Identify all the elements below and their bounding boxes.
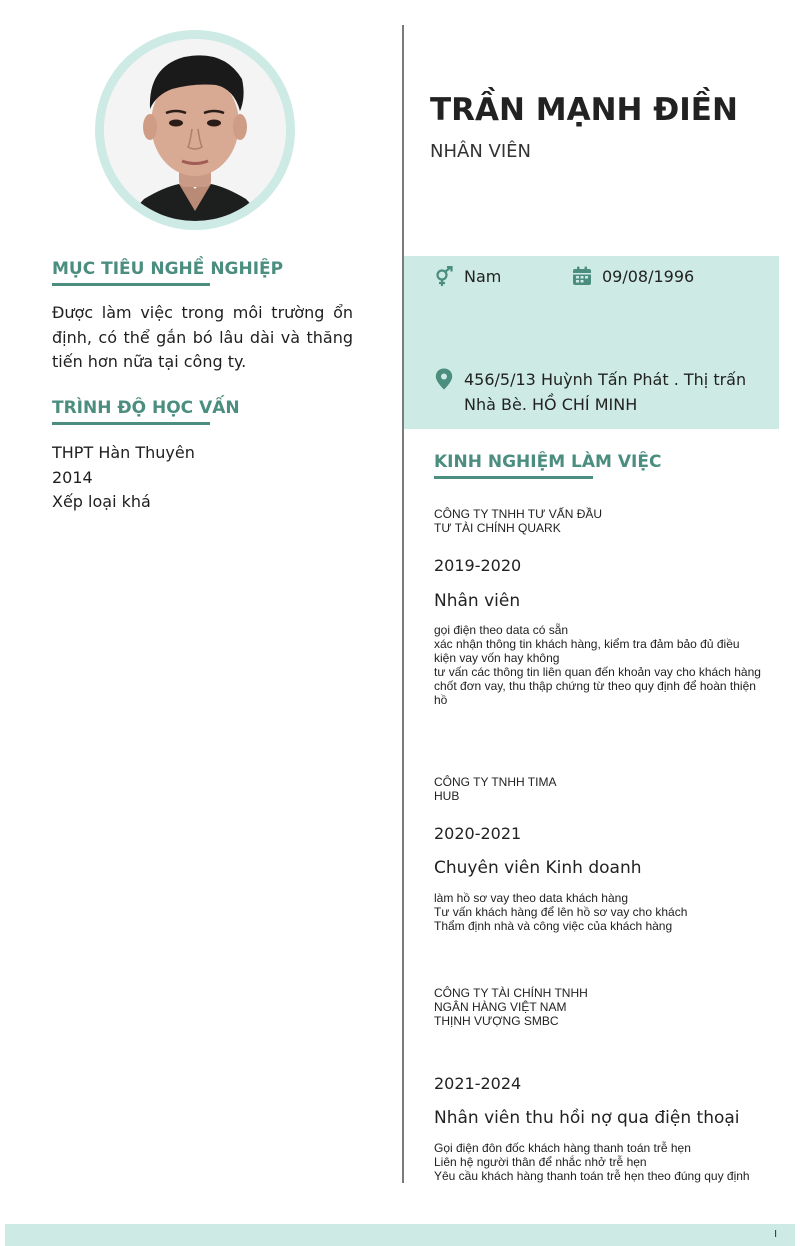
job-role: Chuyên viên Kinh doanh (434, 858, 642, 878)
address-line-1: 456/5/13 Huỳnh Tấn Phát . Thị trấn (464, 370, 747, 389)
job-company: CÔNG TY TNHH TƯ VẤN ĐẦU TƯ TÀI CHÍNH QUARK (434, 507, 603, 535)
duty-item: Gọi điện đôn đốc khách hàng thanh toán trễ hẹn (434, 1141, 691, 1155)
job-title: NHÂN VIÊN (430, 141, 531, 162)
duty-item: gọi điện theo data có sẵn (434, 623, 569, 637)
job-duties (434, 891, 764, 933)
job-company: CÔNG TY TNHH TIMA HUB (434, 775, 557, 803)
duty-item: xác nhận thông tin khách hàng, kiểm tra đảm bảo đủ điều kiện vay vốn hay không (434, 637, 740, 665)
duty-item: tư vấn các thông tin liên quan đến khoản vay cho khách hàng (434, 665, 761, 679)
objective-text: Được làm việc trong môi trường ổn định, có thể gắn bó lâu dài và thăng tiến hơn nữa tại công ty. (52, 303, 353, 371)
job-duties (434, 1141, 774, 1183)
duty-item: chốt đơn vay, thu thập chứng từ theo quy định để hoàn thiện hồ (434, 679, 756, 707)
education-year: 2014 (52, 468, 93, 487)
job-role: Nhân viên (434, 591, 521, 611)
education-school: THPT Hàn Thuyên (52, 443, 195, 462)
gender-value: Nam (464, 267, 502, 286)
location-pin-icon (435, 368, 453, 390)
experience-underline (434, 476, 593, 479)
birthdate-value: 09/08/1996 (602, 267, 695, 286)
column-divider (402, 25, 404, 1183)
footer-bar (5, 1224, 795, 1246)
address-line-2: Nhà Bè. HỒ CHÍ MINH (464, 395, 638, 414)
job-period: 2021-2024 (434, 1074, 522, 1093)
job-duties (434, 623, 764, 707)
avatar-frame (95, 30, 295, 230)
education-grade: Xếp loại khá (52, 492, 151, 511)
avatar (104, 39, 286, 221)
footer-mark: I (774, 1229, 777, 1240)
education-underline (52, 422, 210, 425)
duty-item: Tư vấn khách hàng để lên hồ sơ vay cho khách (434, 905, 688, 919)
job-period: 2020-2021 (434, 824, 522, 843)
objective-heading: MỤC TIÊU NGHỀ NGHIỆP (52, 259, 284, 279)
gender-icon (434, 266, 456, 288)
duty-item: làm hồ sơ vay theo data khách hàng (434, 891, 628, 905)
candidate-name: TRẦN MẠNH ĐIỀN (430, 92, 738, 128)
job-role: Nhân viên thu hồi nợ qua điện thoại (434, 1108, 740, 1128)
education-heading: TRÌNH ĐỘ HỌC VẤN (52, 398, 240, 418)
duty-item: Thẩm định nhà và công việc của khách hàng (434, 919, 673, 933)
job-period: 2019-2020 (434, 556, 522, 575)
objective-underline (52, 283, 210, 286)
duty-item: Yêu cầu khách hàng thanh toán trễ hẹn theo đúng quy định (434, 1169, 750, 1183)
experience-heading: KINH NGHIỆM LÀM VIỆC (434, 452, 662, 472)
job-company: CÔNG TY TÀI CHÍNH TNHH NGÂN HÀNG VIỆT NAM THỊNH VƯỢNG SMBC (434, 986, 588, 1028)
calendar-icon (572, 266, 592, 286)
avatar-photo (104, 39, 286, 221)
duty-item: Liên hệ người thân để nhắc nhở trễ hẹn (434, 1155, 647, 1169)
